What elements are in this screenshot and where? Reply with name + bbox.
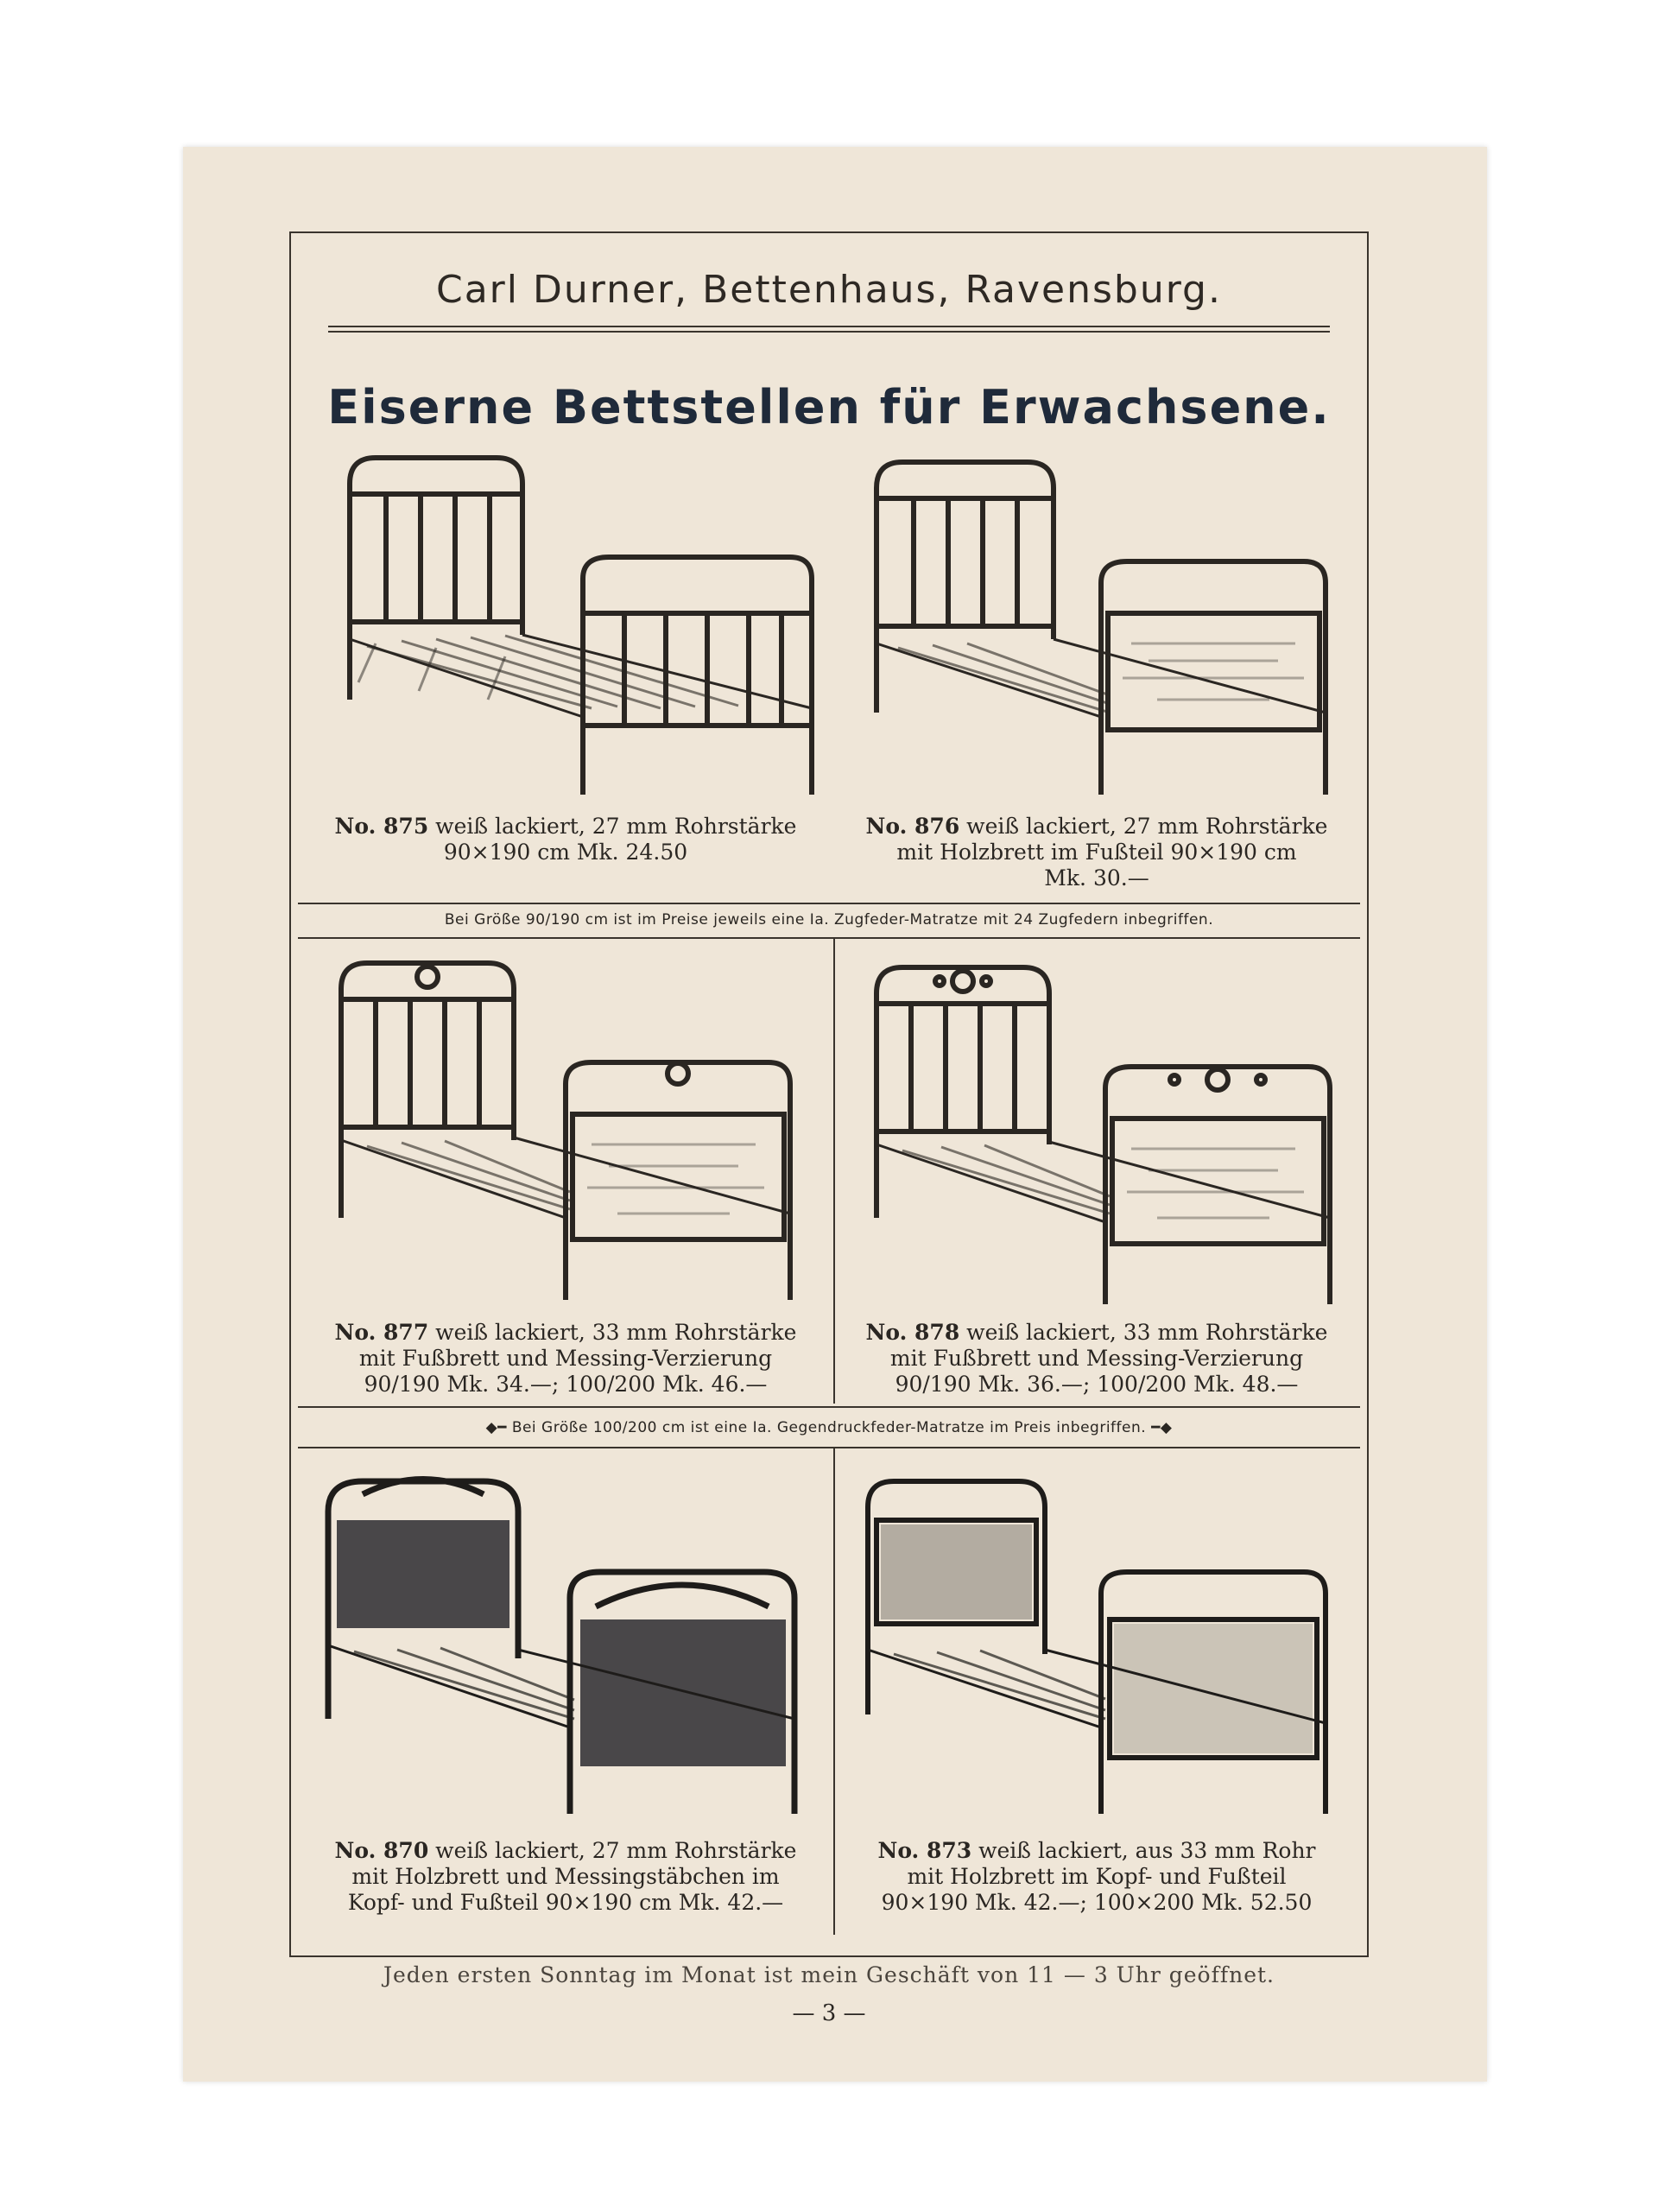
divider-row2-bottom xyxy=(298,1406,1360,1408)
divider-row1 xyxy=(298,903,1360,904)
column-divider-row3 xyxy=(833,1447,835,1935)
bed-illustration-876 xyxy=(864,453,1334,808)
diamond-ornament-icon: ━◆ xyxy=(1151,1419,1173,1436)
column-divider-row2 xyxy=(833,937,835,1404)
caption-878: No. 878 weiß lackiert, 33 mm Rohrstärke mit Fußbrett und Messing-Verzierung 90/190 Mk. 36.—; 100/200 Mk. 48.— xyxy=(865,1320,1328,1397)
header-rule xyxy=(328,326,1330,327)
caption-870: No. 870 weiß lackiert, 27 mm Rohrstärke mit Holzbrett und Messingstäbchen im Kopf- und Fußteil 90×190 cm Mk. 42.— xyxy=(334,1838,797,1915)
page-number: — 3 — xyxy=(792,2000,866,2026)
header-rule-double xyxy=(328,331,1330,333)
divider-row3-top xyxy=(298,1447,1360,1448)
caption-873: No. 873 weiß lackiert, aus 33 mm Rohr mit Holzbrett im Kopf- und Fußteil 90×190 Mk. 42.—; 100×200 Mk. 52.50 xyxy=(877,1838,1316,1915)
note-mattress-90: Bei Größe 90/190 cm ist im Preise jeweils eine Ia. Zugfeder-Matratze mit 24 Zugfedern inbegriffen. xyxy=(444,911,1214,929)
bed-illustration-873 xyxy=(855,1473,1343,1827)
diamond-ornament-icon: ◆━ xyxy=(485,1419,512,1436)
caption-877: No. 877 weiß lackiert, 33 mm Rohrstärke mit Fußbrett und Messing-Verzierung 90/190 Mk. 34.—; 100/200 Mk. 46.— xyxy=(334,1320,797,1397)
opening-hours-note: Jeden ersten Sonntag im Monat ist mein Geschäft von 11 — 3 Uhr geöffnet. xyxy=(383,1962,1275,1987)
caption-875: No. 875 weiß lackiert, 27 mm Rohrstärke 90×190 cm Mk. 24.50 xyxy=(334,814,797,865)
page-title: Eiserne Bettstellen für Erwachsene. xyxy=(327,380,1331,434)
company-header: Carl Durner, Bettenhaus, Ravensburg. xyxy=(436,268,1222,312)
bed-illustration-870 xyxy=(311,1468,812,1831)
bed-illustration-877 xyxy=(332,954,803,1317)
divider-row2-top xyxy=(298,937,1360,939)
bed-illustration-878 xyxy=(864,959,1343,1313)
bed-illustration-875 xyxy=(332,449,820,812)
note-mattress-100: ◆━ Bei Größe 100/200 cm ist eine Ia. Gegendruckfeder-Matratze im Preis inbegriffen. ━◆ xyxy=(485,1419,1173,1436)
caption-876: No. 876 weiß lackiert, 27 mm Rohrstärke mit Holzbrett im Fußteil 90×190 cm Mk. 30.— xyxy=(865,814,1328,891)
